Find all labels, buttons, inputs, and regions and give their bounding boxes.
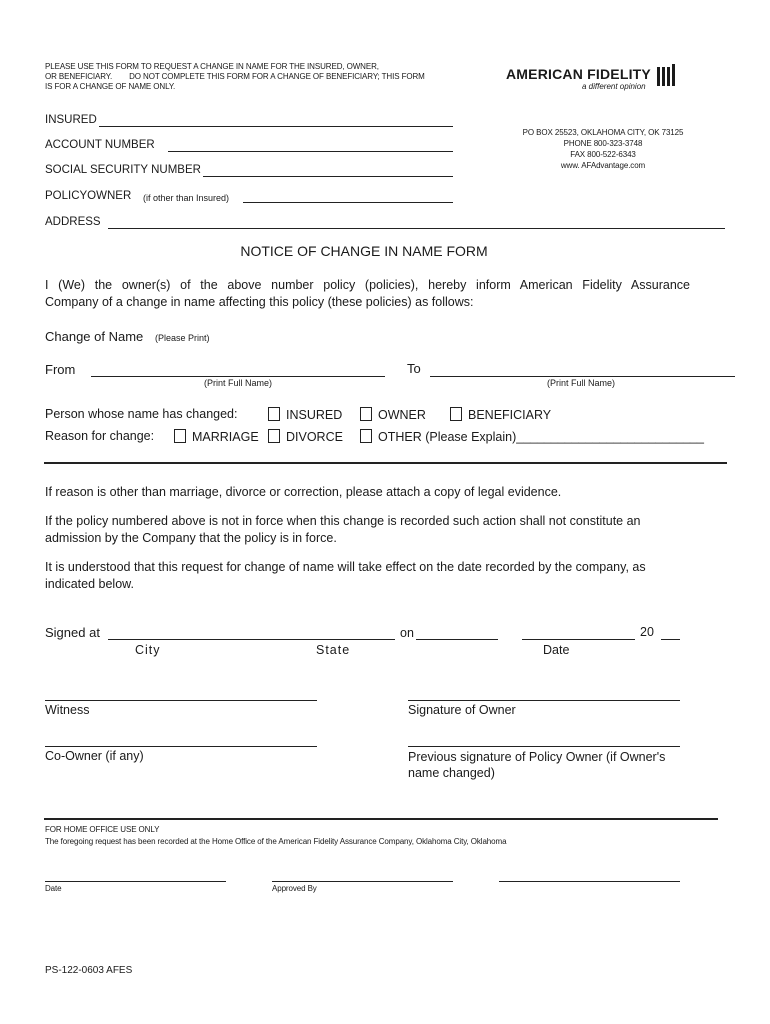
other-option-label: OTHER (Please Explain)___________________________ (378, 430, 704, 444)
company-contact (500, 127, 706, 171)
previous-signature-field[interactable] (408, 746, 680, 747)
marriage-option-label: MARRIAGE (192, 430, 259, 444)
company-address: PO BOX 25523, OKLAHOMA CITY, OK 73125 (522, 128, 684, 137)
office-date-field[interactable] (45, 881, 226, 882)
state-label: State (316, 643, 351, 657)
insured-checkbox[interactable] (268, 407, 342, 422)
ssn-label: SOCIAL SECURITY NUMBER (45, 164, 201, 176)
person-changed-label: Person whose name has changed: (45, 407, 238, 421)
policyowner-label: POLICYOWNER (45, 190, 132, 202)
other-checkbox[interactable] (360, 429, 704, 444)
date-label: Date (543, 643, 570, 657)
year-field[interactable] (661, 639, 680, 640)
signed-date-field[interactable] (522, 639, 635, 640)
signed-on-field[interactable] (416, 639, 498, 640)
understood-line-2: indicated below. (45, 577, 134, 591)
policyowner-field[interactable] (243, 202, 453, 203)
form-code: PS-122-0603 AFES (45, 965, 133, 976)
ssn-field[interactable] (203, 176, 453, 177)
beneficiary-checkbox[interactable] (450, 407, 551, 422)
account-number-field[interactable] (168, 151, 453, 152)
to-name-field[interactable] (430, 376, 735, 377)
checkbox-box[interactable] (450, 407, 462, 421)
co-owner-label: Co-Owner (if any) (45, 749, 144, 763)
legal-evidence-text: If reason is other than marriage, divorce or correction, please attach a copy of legal evidence. (45, 485, 562, 499)
witness-signature-field[interactable] (45, 700, 317, 701)
marriage-checkbox[interactable] (174, 429, 259, 444)
not-in-force-line-1: If the policy numbered above is not in force when this change is recorded such action shall not constitute an (45, 514, 641, 528)
approved-by-field[interactable] (272, 881, 453, 882)
change-of-name-label: Change of Name (45, 329, 144, 344)
co-owner-signature-field[interactable] (45, 746, 317, 747)
divorce-checkbox[interactable] (268, 429, 343, 444)
please-print-note: (Please Print) (155, 333, 210, 343)
from-name-field[interactable] (91, 376, 385, 377)
logo-bars-icon (656, 63, 678, 89)
witness-label: Witness (45, 703, 90, 717)
insured-field[interactable] (99, 126, 453, 127)
checkbox-box[interactable] (360, 407, 372, 421)
company-fax: FAX 800-522-6343 (570, 150, 636, 159)
office-date-label: Date (45, 884, 62, 893)
instructions-line-2: OR BENEFICIARY. DO NOT COMPLETE THIS FORM FOR A CHANGE OF BENEFICIARY; THIS FORM (45, 72, 425, 81)
city-label: City (135, 643, 161, 657)
owner-checkbox[interactable] (360, 407, 426, 422)
reason-label: Reason for change: (45, 429, 155, 443)
intro-line-1: I (We) the owner(s) of the above number policy (policies), hereby inform American Fidelity Assurance (45, 278, 690, 292)
owner-signature-field[interactable] (408, 700, 680, 701)
form-instructions (45, 62, 445, 92)
american-fidelity-logo (506, 62, 681, 96)
year-prefix-label: 20 (640, 625, 654, 639)
signed-at-location-field[interactable] (108, 639, 395, 640)
form-title: NOTICE OF CHANGE IN NAME FORM (240, 243, 488, 259)
instructions-line-3: IS FOR A CHANGE OF NAME ONLY. (45, 82, 176, 91)
not-in-force-line-2: admission by the Company that the policy is in force. (45, 531, 337, 545)
intro-line-2: Company of a change in name affecting this policy (these policies) as follows: (45, 295, 474, 309)
logo-tagline: a different opinion (582, 82, 646, 91)
to-label: To (407, 361, 421, 376)
insured-option-label: INSURED (286, 408, 343, 422)
checkbox-box[interactable] (174, 429, 186, 443)
section-divider (44, 462, 727, 464)
instructions-line-1: PLEASE USE THIS FORM TO REQUEST A CHANGE IN NAME FOR THE INSURED, OWNER, (45, 62, 379, 71)
home-office-recorded-text: The foregoing request has been recorded at the Home Office of the American Fidelity Assurance Company, Oklahoma City, Oklahoma (45, 837, 507, 846)
company-website: www. AFAdvantage.com (560, 161, 646, 170)
logo-wordmark: AMERICAN FIDELITY (506, 66, 651, 82)
owner-option-label: OWNER (378, 408, 426, 422)
office-divider (44, 818, 718, 820)
address-label: ADDRESS (45, 216, 101, 228)
insured-label: INSURED (45, 114, 97, 126)
office-extra-field[interactable] (499, 881, 680, 882)
approved-by-label: Approved By (272, 884, 317, 893)
on-label: on (400, 626, 414, 640)
account-number-label: ACCOUNT NUMBER (45, 139, 155, 151)
previous-signature-label (408, 749, 665, 781)
checkbox-box[interactable] (268, 407, 280, 421)
previous-signature-line-1: Previous signature of Policy Owner (if Owner's (408, 750, 666, 764)
from-label: From (45, 362, 76, 377)
beneficiary-option-label: BENEFICIARY (468, 408, 552, 422)
divorce-option-label: DIVORCE (286, 430, 343, 444)
understood-line-1: It is understood that this request for change of name will take effect on the date recorded by the company, as (45, 560, 646, 574)
policyowner-note: (if other than Insured) (143, 193, 230, 203)
address-field[interactable] (108, 228, 725, 229)
previous-signature-line-2: name changed) (408, 766, 495, 780)
to-print-full-name: (Print Full Name) (546, 378, 615, 388)
signed-at-label: Signed at (45, 625, 100, 640)
from-print-full-name: (Print Full Name) (203, 378, 272, 388)
checkbox-box[interactable] (360, 429, 372, 443)
company-phone: PHONE 800-323-3748 (563, 139, 643, 148)
home-office-heading: FOR HOME OFFICE USE ONLY (45, 825, 160, 834)
signature-of-owner-label: Signature of Owner (408, 703, 516, 717)
checkbox-box[interactable] (268, 429, 280, 443)
